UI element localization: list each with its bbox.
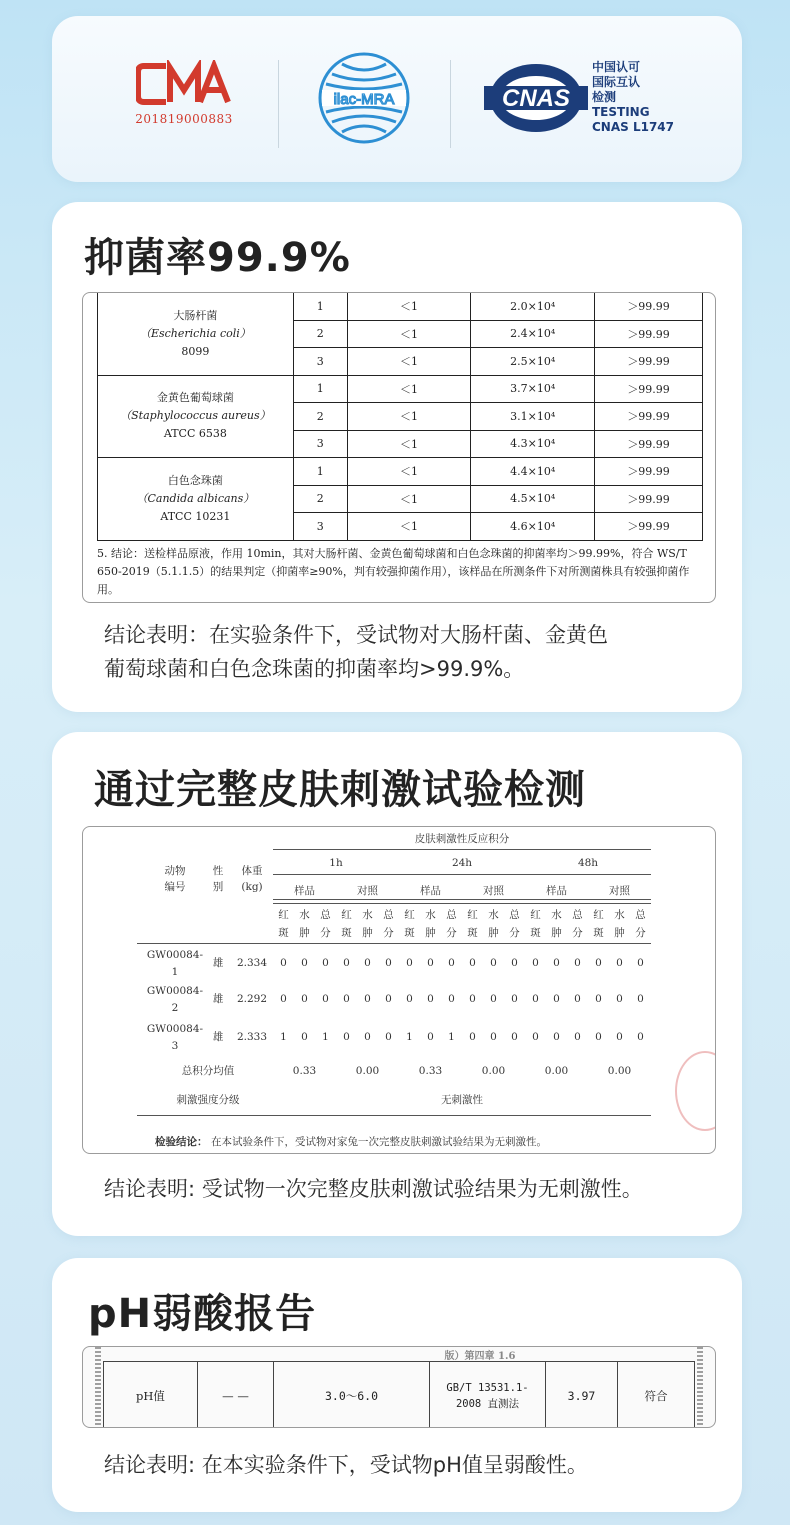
- score-cell: 0: [469, 993, 476, 1005]
- sub-header: 总: [635, 909, 646, 921]
- score-cell: 0: [532, 1031, 539, 1043]
- score-cell: 0: [532, 957, 539, 969]
- time-header: 1h: [329, 857, 343, 869]
- trial-cell-b: 4.6×10⁴: [471, 513, 595, 541]
- red-stamp-icon: [675, 1051, 716, 1131]
- animal-id: GW00084-: [146, 949, 204, 961]
- trial-cell-b: 4.4×10⁴: [471, 458, 595, 486]
- sub-header: 水: [425, 909, 436, 921]
- species-cell: [98, 458, 294, 541]
- ph-table: [103, 1361, 695, 1428]
- animal-sex: 雄: [212, 1031, 224, 1043]
- trial-cell-b: 3.1×10⁴: [471, 403, 595, 431]
- table-rule: [273, 849, 651, 850]
- table-rule: [137, 943, 651, 944]
- score-cell: 0: [511, 1031, 518, 1043]
- trial-cell-a: ＜1: [347, 485, 471, 513]
- grade-value: 无刺激性: [441, 1094, 483, 1106]
- score-cell: 0: [490, 957, 497, 969]
- group-header: 样品: [546, 885, 567, 897]
- trial-cell-a: ＜1: [347, 458, 471, 486]
- species-line: 大肠杆菌: [173, 308, 218, 322]
- sub-header: 分: [446, 927, 457, 939]
- animal-sex: 雄: [212, 993, 224, 1005]
- trial-cell-b: 2.0×10⁴: [471, 293, 595, 321]
- trial-cell-c: ＞99.99: [595, 485, 703, 513]
- species-line: ATCC 6538: [163, 427, 227, 441]
- score-cell: 0: [553, 1031, 560, 1043]
- cma-logo: [134, 60, 234, 126]
- score-cell: 1: [406, 1031, 413, 1043]
- score-cell: 0: [343, 957, 350, 969]
- sub-header: 水: [299, 909, 310, 921]
- sub-header: 斑: [530, 927, 541, 939]
- ph-report: [82, 1346, 716, 1428]
- score-cell: 0: [343, 1031, 350, 1043]
- antibacterial-conclusion: [104, 618, 608, 686]
- score-cell: 0: [280, 957, 287, 969]
- sub-header: 分: [509, 927, 520, 939]
- score-cell: 0: [427, 993, 434, 1005]
- avg-value: 0.33: [418, 1065, 443, 1077]
- score-cell: 0: [364, 1031, 371, 1043]
- svg-text:CNAS: CNAS: [501, 85, 571, 112]
- sub-header: 斑: [278, 927, 289, 939]
- score-cell: 0: [406, 957, 413, 969]
- sub-header: 水: [614, 909, 625, 921]
- conclusion-line: 葡萄球菌和白色念珠菌的抑菌率均>99.9%。: [104, 657, 525, 681]
- skin-table-title: 皮肤刺激性反应积分: [414, 833, 510, 845]
- score-cell: 0: [574, 957, 581, 969]
- sub-header: 红: [404, 909, 415, 921]
- trial-cell-b: 3.7×10⁴: [471, 375, 595, 403]
- trial-cell-b: 2.4×10⁴: [471, 320, 595, 348]
- group-header: 对照: [357, 885, 378, 897]
- score-cell: 0: [532, 993, 539, 1005]
- sub-header: 总: [572, 909, 583, 921]
- sub-header: 肿: [551, 927, 562, 939]
- footer-text: 在本试验条件下，受试物对家兔一次完整皮肤刺激试验结果为无刺激性。: [211, 1136, 547, 1148]
- ph-title: pH弱酸报告: [88, 1291, 317, 1337]
- animal-id: GW00084-: [146, 1023, 204, 1035]
- sub-header: 肿: [488, 927, 499, 939]
- score-cell: 0: [469, 1031, 476, 1043]
- animal-weight: 2.334: [236, 957, 268, 969]
- score-cell: 0: [427, 957, 434, 969]
- trial-cell-n: 1: [293, 293, 347, 321]
- sub-header: 肿: [362, 927, 373, 939]
- score-cell: 0: [616, 993, 623, 1005]
- table-rule: [137, 1115, 651, 1116]
- ph-method-line: GB/T 13531.1-: [446, 1381, 529, 1394]
- antibacterial-title: 抑菌率99.9%: [84, 235, 351, 281]
- sub-header: 斑: [404, 927, 415, 939]
- score-cell: 0: [574, 1031, 581, 1043]
- divider: [450, 60, 451, 148]
- animal-id: GW00084-: [146, 985, 204, 997]
- score-cell: 0: [511, 957, 518, 969]
- cnas-mark-icon: [484, 60, 588, 136]
- sub-header: 红: [341, 909, 352, 921]
- species-line: 白色念珠菌: [167, 473, 223, 487]
- species-line: ATCC 10231: [160, 509, 231, 523]
- sex-header: 别: [212, 881, 224, 893]
- avg-label: 总积分均值: [181, 1065, 235, 1077]
- scan-stripe: [697, 1347, 703, 1427]
- cnas-line: 中国认可: [592, 60, 641, 74]
- species-cell: [98, 375, 294, 458]
- cma-mark-icon: [136, 60, 232, 108]
- sub-header: 总: [446, 909, 457, 921]
- cnas-line: 国际互认: [592, 75, 641, 89]
- animal-id: 3: [171, 1040, 179, 1052]
- trial-cell-a: ＜1: [347, 320, 471, 348]
- sub-header: 斑: [341, 927, 352, 939]
- trial-cell-c: ＞99.99: [595, 430, 703, 458]
- avg-value: 0.00: [607, 1065, 632, 1077]
- species-line: （Escherichia coli）: [139, 326, 251, 340]
- avg-value: 0.33: [292, 1065, 317, 1077]
- sub-header: 水: [551, 909, 562, 921]
- group-header: 样品: [294, 885, 315, 897]
- score-cell: 0: [595, 1031, 602, 1043]
- ilac-mra-logo: [316, 50, 412, 150]
- table-rule: [273, 903, 651, 904]
- sub-header: 红: [593, 909, 604, 921]
- score-cell: 0: [406, 993, 413, 1005]
- animal-header: 编号: [164, 881, 186, 893]
- ph-cell: — —: [198, 1362, 274, 1429]
- report-note: 5. 结论：送检样品原液，作用 10min，其对大肠杆菌、金黄色葡萄球菌和白色念珠菌的抑菌率均＞99.99%，符合 WS/T 650-2019（5.1.1.5）的结果判定（抑菌率≥90%，判有较强抑菌作用），该样品在所测条件下对所测菌株具有较强抑菌作用。: [97, 546, 690, 596]
- sub-header: 肿: [614, 927, 625, 939]
- score-cell: 0: [637, 1031, 644, 1043]
- sub-header: 总: [383, 909, 394, 921]
- sub-header: 红: [278, 909, 289, 921]
- ph-header-fragment: 版）第四章 1.6: [444, 1351, 516, 1362]
- footer-label: 检验结论：: [155, 1136, 208, 1148]
- divider: [278, 60, 279, 148]
- animal-id: 1: [171, 966, 179, 978]
- cnas-line: 检测: [592, 90, 617, 104]
- score-cell: 0: [364, 957, 371, 969]
- ilac-globe-icon: [316, 50, 412, 146]
- score-cell: 1: [280, 1031, 287, 1043]
- species-line: （Staphylococcus aureus）: [120, 409, 271, 423]
- table-rule: [273, 874, 651, 875]
- score-cell: 0: [301, 993, 308, 1005]
- conclusion-line: 结论表明：在实验条件下，受试物对大肠杆菌、金黄色: [104, 623, 608, 647]
- score-cell: 0: [364, 993, 371, 1005]
- trial-cell-b: 2.5×10⁴: [471, 348, 595, 376]
- score-cell: 0: [553, 957, 560, 969]
- score-cell: 0: [448, 993, 455, 1005]
- antibacterial-report: [82, 292, 716, 603]
- time-header: 48h: [577, 857, 599, 869]
- score-cell: 0: [448, 957, 455, 969]
- trial-cell-a: ＜1: [347, 293, 471, 321]
- table-row: [98, 293, 703, 321]
- svg-text:ilac-MRA: ilac-MRA: [333, 91, 395, 108]
- score-cell: 0: [637, 957, 644, 969]
- trial-cell-a: ＜1: [347, 375, 471, 403]
- table-row: [104, 1362, 695, 1429]
- sub-header: 红: [530, 909, 541, 921]
- score-cell: 0: [490, 1031, 497, 1043]
- species-line: （Candida albicans）: [136, 491, 255, 505]
- trial-cell-c: ＞99.99: [595, 403, 703, 431]
- skin-table: [83, 827, 716, 1154]
- ph-card: [52, 1258, 742, 1512]
- table-row: [98, 458, 703, 486]
- sub-header: 红: [467, 909, 478, 921]
- weight-header: 体重: [241, 865, 263, 877]
- group-header: 样品: [420, 885, 441, 897]
- trial-cell-n: 2: [293, 403, 347, 431]
- trial-cell-n: 2: [293, 485, 347, 513]
- trial-cell-n: 1: [293, 375, 347, 403]
- ph-cell: 3.0～6.0: [274, 1362, 430, 1429]
- animal-id: 2: [171, 1002, 179, 1014]
- skin-report: [82, 826, 716, 1154]
- antibacterial-card: [52, 202, 742, 712]
- sub-header: 分: [383, 927, 394, 939]
- sub-header: 肿: [299, 927, 310, 939]
- score-cell: 0: [616, 1031, 623, 1043]
- sub-header: 水: [362, 909, 373, 921]
- score-cell: 0: [343, 993, 350, 1005]
- score-cell: 0: [322, 957, 329, 969]
- ph-method-cell: [430, 1362, 546, 1429]
- grade-label: 刺激强度分级: [176, 1094, 240, 1106]
- trial-cell-n: 3: [293, 430, 347, 458]
- sex-header: 性: [212, 865, 224, 877]
- trial-cell-b: 4.5×10⁴: [471, 485, 595, 513]
- trial-cell-n: 3: [293, 348, 347, 376]
- antibacterial-table: [97, 292, 703, 541]
- sub-header: 肿: [425, 927, 436, 939]
- score-cell: 0: [637, 993, 644, 1005]
- species-line: 金黄色葡萄球菌: [156, 391, 234, 405]
- sub-header: 斑: [467, 927, 478, 939]
- trial-cell-n: 1: [293, 458, 347, 486]
- ph-conclusion: 结论表明: 在本实验条件下，受试物pH值呈弱酸性。: [104, 1453, 588, 1477]
- table-row: [98, 375, 703, 403]
- score-cell: 0: [301, 1031, 308, 1043]
- time-header: 24h: [451, 857, 473, 869]
- sub-header: 总: [509, 909, 520, 921]
- skin-irritation-card: [52, 732, 742, 1236]
- sub-header: 水: [488, 909, 499, 921]
- trial-cell-n: 3: [293, 513, 347, 541]
- cma-number: 201819000883: [135, 112, 233, 126]
- score-cell: 0: [385, 1031, 392, 1043]
- score-cell: 0: [385, 957, 392, 969]
- score-cell: 0: [595, 993, 602, 1005]
- ph-method-line: 2008 直测法: [455, 1397, 520, 1410]
- score-cell: 0: [616, 957, 623, 969]
- sub-header: 斑: [593, 927, 604, 939]
- cnas-text: [592, 60, 674, 135]
- trial-cell-a: ＜1: [347, 403, 471, 431]
- trial-cell-c: ＞99.99: [595, 458, 703, 486]
- animal-sex: 雄: [212, 957, 224, 969]
- score-cell: 0: [427, 1031, 434, 1043]
- species-cell: [98, 293, 294, 376]
- score-cell: 1: [448, 1031, 455, 1043]
- score-cell: 0: [490, 993, 497, 1005]
- score-cell: 0: [322, 993, 329, 1005]
- animal-header: 动物: [164, 865, 186, 877]
- sub-header: 分: [572, 927, 583, 939]
- sub-header: 总: [320, 909, 331, 921]
- score-cell: 0: [553, 993, 560, 1005]
- sub-header: 分: [320, 927, 331, 939]
- group-header: 对照: [483, 885, 504, 897]
- trial-cell-n: 2: [293, 320, 347, 348]
- score-cell: 0: [595, 957, 602, 969]
- animal-weight: 2.333: [236, 1031, 268, 1043]
- skin-title: 通过完整皮肤刺激试验检测: [94, 767, 586, 813]
- score-cell: 1: [322, 1031, 329, 1043]
- cnas-logo: [484, 60, 588, 140]
- trial-cell-b: 4.3×10⁴: [471, 430, 595, 458]
- score-cell: 0: [574, 993, 581, 1005]
- weight-header: (kg): [241, 881, 263, 893]
- ph-cell: 3.97: [546, 1362, 618, 1429]
- score-cell: 0: [469, 957, 476, 969]
- score-cell: 0: [511, 993, 518, 1005]
- species-line: 8099: [181, 344, 210, 358]
- score-cell: 0: [385, 993, 392, 1005]
- trial-cell-c: ＞99.99: [595, 293, 703, 321]
- cnas-line: CNAS L1747: [592, 120, 675, 134]
- trial-cell-a: ＜1: [347, 430, 471, 458]
- trial-cell-c: ＞99.99: [595, 513, 703, 541]
- cnas-line: TESTING: [592, 105, 650, 119]
- scan-stripe: [95, 1347, 101, 1427]
- trial-cell-c: ＞99.99: [595, 375, 703, 403]
- skin-conclusion: 结论表明: 受试物一次完整皮肤刺激试验结果为无刺激性。: [104, 1177, 643, 1201]
- ph-cell: pH值: [104, 1362, 198, 1429]
- trial-cell-a: ＜1: [347, 348, 471, 376]
- trial-cell-c: ＞99.99: [595, 348, 703, 376]
- animal-weight: 2.292: [236, 993, 268, 1005]
- certification-card: [52, 16, 742, 182]
- group-header: 对照: [609, 885, 630, 897]
- sub-header: 分: [635, 927, 646, 939]
- trial-cell-a: ＜1: [347, 513, 471, 541]
- ph-cell: 符合: [618, 1362, 695, 1429]
- avg-value: 0.00: [544, 1065, 569, 1077]
- score-cell: 0: [280, 993, 287, 1005]
- trial-cell-c: ＞99.99: [595, 320, 703, 348]
- score-cell: 0: [301, 957, 308, 969]
- avg-value: 0.00: [355, 1065, 380, 1077]
- avg-value: 0.00: [481, 1065, 506, 1077]
